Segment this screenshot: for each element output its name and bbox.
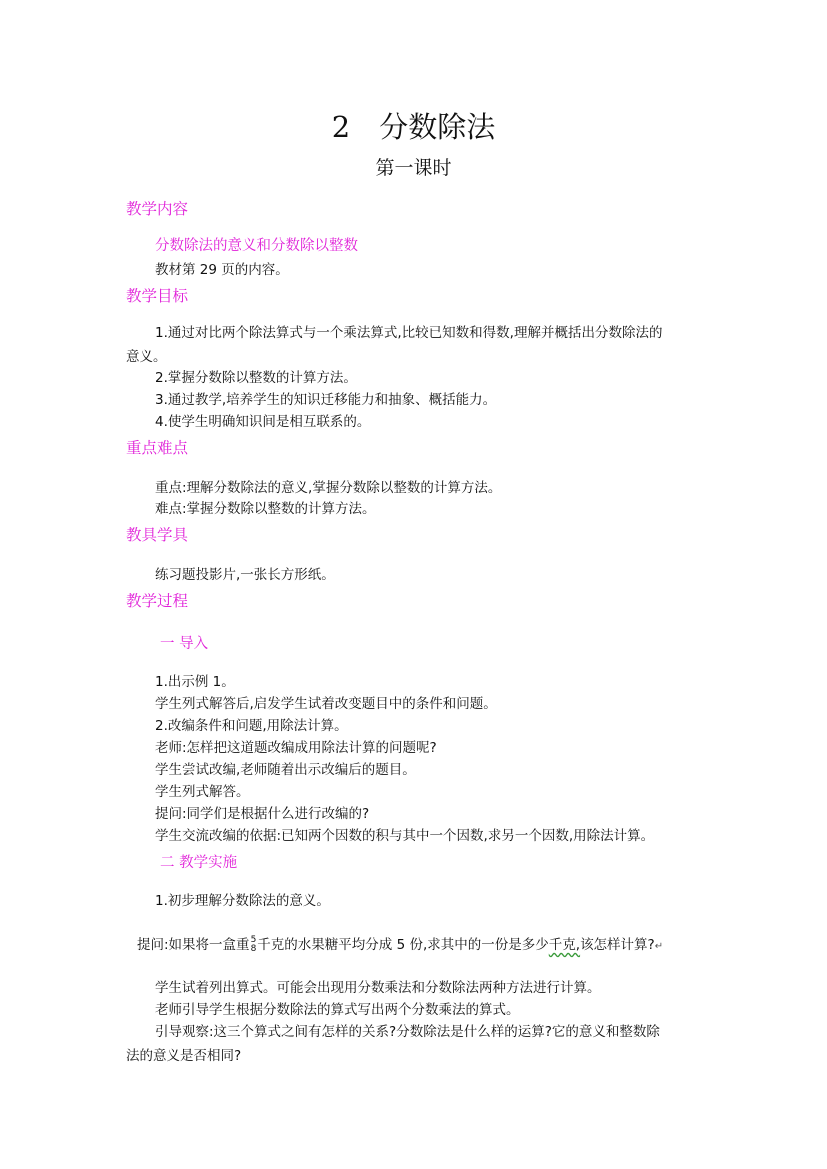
section-heading-keypoints: 重点难点 xyxy=(126,439,189,457)
part-1-line-4: 老师:怎样把这道题改编成用除法计算的问题呢? xyxy=(155,740,437,756)
page-subtitle: 第一课时 xyxy=(375,157,452,179)
tools-line: 练习题投影片,一张长方形纸。 xyxy=(155,567,335,583)
goal-item-1-line-2: 意义。 xyxy=(126,349,167,365)
paragraph-mark-icon: ↵ xyxy=(654,941,664,952)
fraction-numerator: 5 xyxy=(250,935,257,945)
fraction-denominator: 8 xyxy=(250,944,257,954)
section-heading-goals: 教学目标 xyxy=(126,287,189,305)
part-1-line-2: 学生列式解答后,启发学生试着改变题目中的条件和问题。 xyxy=(155,696,497,712)
goal-item-4: 4.使学生明确知识间是相互联系的。 xyxy=(155,414,371,430)
goal-item-3: 3.通过教学,培养学生的知识迁移能力和抽象、概括能力。 xyxy=(155,392,497,408)
part-2-line-1: 1.初步理解分数除法的意义。 xyxy=(155,893,330,909)
section-heading-tools: 教具学具 xyxy=(126,526,189,544)
question-text-middle: 千克的水果糖平均分成 5 份,求其中的一份是多少 xyxy=(257,937,549,953)
question-text-underlined: 千克, xyxy=(548,937,581,953)
part-1-heading: 一 导入 xyxy=(160,636,209,652)
goal-item-1-line-1: 1.通过对比两个除法算式与一个乘法算式,比较已知数和得数,理解并概括出分数除法的 xyxy=(155,325,663,341)
question-text-before: 提问:如果将一盒重 xyxy=(137,937,250,953)
content-subheading: 分数除法的意义和分数除以整数 xyxy=(155,238,358,254)
part-1-line-6: 学生列式解答。 xyxy=(155,784,250,800)
keypoint-difficulty: 难点:掌握分数除以整数的计算方法。 xyxy=(155,501,376,517)
question-line xyxy=(137,933,663,954)
part-1-line-7: 提问:同学们是根据什么进行改编的? xyxy=(155,806,370,822)
part-2-line-2: 学生试着列出算式。可能会出现用分数乘法和分数除法两种方法进行计算。 xyxy=(155,980,601,996)
page-title: 2 分数除法 xyxy=(331,110,496,144)
goal-item-2: 2.掌握分数除以整数的计算方法。 xyxy=(155,370,357,386)
section-heading-process: 教学过程 xyxy=(126,592,189,610)
part-2-line-3: 老师引导学生根据分数除法的算式写出两个分数乘法的算式。 xyxy=(155,1002,520,1018)
part-1-line-5: 学生尝试改编,老师随着出示改编后的题目。 xyxy=(155,762,416,778)
fraction-five-eighths xyxy=(251,936,257,954)
part-2-line-5: 法的意义是否相同? xyxy=(126,1048,242,1064)
keypoint-key: 重点:理解分数除法的意义,掌握分数除以整数的计算方法。 xyxy=(155,480,502,496)
section-heading-content: 教学内容 xyxy=(126,200,189,218)
content-line: 教材第 29 页的内容。 xyxy=(155,262,289,278)
part-2-line-4: 引导观察:这三个算式之间有怎样的关系?分数除法是什么样的运算?它的意义和整数除 xyxy=(155,1024,660,1040)
question-text-after: 该怎样计算? xyxy=(580,937,655,953)
part-1-line-1: 1.出示例 1。 xyxy=(155,674,235,690)
part-1-line-3: 2.改编条件和问题,用除法计算。 xyxy=(155,718,348,734)
part-1-line-8: 学生交流改编的依据:已知两个因数的积与其中一个因数,求另一个因数,用除法计算。 xyxy=(155,828,655,844)
part-2-heading: 二 教学实施 xyxy=(160,855,238,871)
